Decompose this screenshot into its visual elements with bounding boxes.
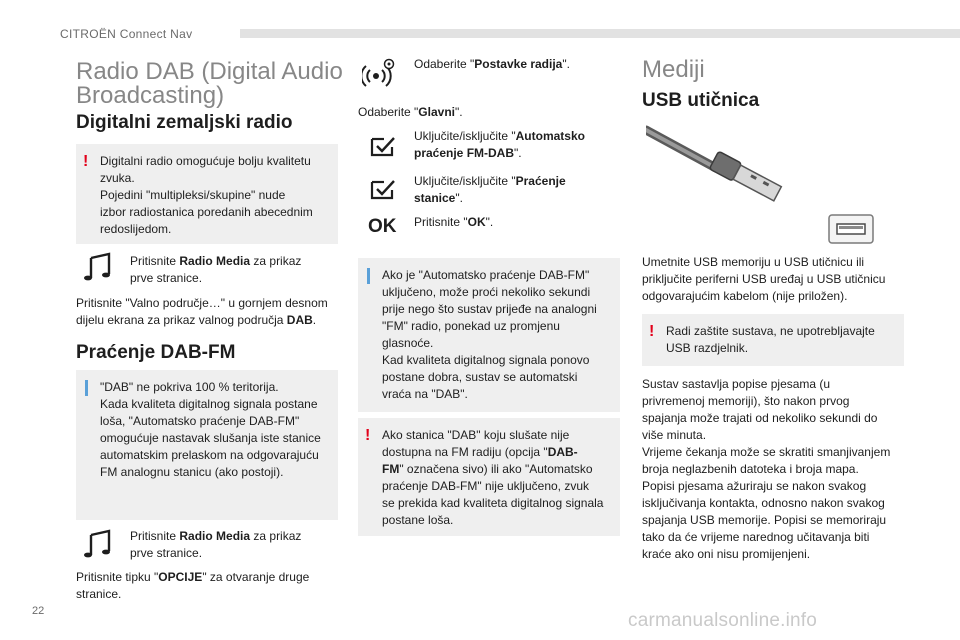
usb-cable-icon xyxy=(646,124,796,224)
step-line: Uključite/isključite "Automatsko xyxy=(414,129,585,143)
heading-dab-fm: Praćenje DAB-FM xyxy=(76,342,236,363)
para-line: Umetnite USB memoriju u USB utičnicu ili xyxy=(642,255,865,269)
warning-icon: ! xyxy=(649,323,655,340)
step-text xyxy=(130,528,330,562)
note-text xyxy=(666,323,894,357)
paragraph xyxy=(642,254,917,305)
para-line: Pritisnite "Valno područje…" u gornjem desnom xyxy=(76,296,328,310)
step-line: Pritisnite Radio Media za prikaz xyxy=(130,254,302,268)
para-line: kraće ako oni nisu promijenjeni. xyxy=(642,547,811,561)
para-line: Popisi pjesama ažuriraju se nakon svakog xyxy=(642,479,867,493)
note-line: Digitalni radio omogućuje bolju kvalitetu xyxy=(100,154,311,168)
warning-icon: ! xyxy=(365,427,371,444)
step-line: Odaberite "Postavke radija". xyxy=(414,57,570,71)
info-bar-icon xyxy=(367,268,370,284)
checkbox-icon xyxy=(370,176,396,202)
note-line: glasnoće. xyxy=(382,336,434,350)
note-line: FM analognu stanicu (ako postoji). xyxy=(100,465,284,479)
para-line: privremenoj memoriji), što nakon prvog xyxy=(642,394,850,408)
para-line: tako da će vrijeme narednog učitavanja biti xyxy=(642,530,870,544)
step-text xyxy=(414,214,620,231)
note-text xyxy=(382,267,610,403)
para-line: Sustav sastavlja popise pjesama (u xyxy=(642,377,831,391)
note-line: postane dobra, sustav se automatski xyxy=(382,370,578,384)
section-title xyxy=(76,60,346,108)
header-divider xyxy=(240,29,960,38)
heading-digital-radio: Digitalni zemaljski radio xyxy=(76,112,293,133)
note-line: "DAB" ne pokriva 100 % teritorija. xyxy=(100,380,279,394)
note-line: postane loša. xyxy=(382,513,454,527)
step-line: Pritisnite Radio Media za prikaz xyxy=(130,529,302,543)
step-text xyxy=(130,253,330,287)
section-title-line: Broadcasting) xyxy=(76,82,225,109)
para-line: broja neglazbenih datoteka i broja mapa. xyxy=(642,462,859,476)
note-line: vraća na "DAB". xyxy=(382,387,468,401)
step-text xyxy=(414,128,620,162)
usb-port-icon xyxy=(828,214,874,244)
note-line: USB razdjelnik. xyxy=(666,341,749,355)
warning-note xyxy=(358,418,620,536)
ok-icon: OK xyxy=(368,216,397,237)
note-line: redoslijedom. xyxy=(100,222,172,236)
step-text xyxy=(358,104,620,121)
note-line: loša, "Automatsko praćenje DAB-FM" xyxy=(100,414,300,428)
para-line: Vrijeme čekanja može se skratiti smanjivanjem xyxy=(642,445,891,459)
note-line: omogućuje nastavak slušanja iste stanice xyxy=(100,431,321,445)
watermark: carmanualsonline.info xyxy=(628,610,818,631)
music-note-icon xyxy=(84,252,114,282)
para-line: odgovarajućim kabelom (nije priložen). xyxy=(642,289,848,303)
note-text xyxy=(382,427,610,529)
paragraph xyxy=(76,569,346,603)
music-note-icon xyxy=(84,529,114,559)
page-header-title: CITROËN Connect Nav xyxy=(60,27,193,41)
note-text xyxy=(100,379,328,481)
note-line: "FM" radio, ponekad uz promjenu xyxy=(382,319,560,333)
note-line: automatskim prelaskom na odgovarajuću xyxy=(100,448,319,462)
step-text xyxy=(414,173,620,207)
note-line: zvuka. xyxy=(100,171,135,185)
checkbox-icon xyxy=(370,133,396,159)
note-line: izbor radiostanica poredanih abecednim xyxy=(100,205,313,219)
para-line: spajanja može trajati od nekoliko sekundi do xyxy=(642,411,878,425)
step-line: Odaberite "Glavni". xyxy=(358,105,463,119)
para-line: dijelu ekrana za prikaz valnog područja DAB. xyxy=(76,313,317,327)
note-line: Ako je "Automatsko praćenje DAB-FM" xyxy=(382,268,590,282)
para-line: priključite periferni USB uređaj u USB utičnicu xyxy=(642,272,886,286)
section-title: Mediji xyxy=(642,56,705,83)
paragraph xyxy=(642,376,920,563)
note-line: Radi zaštite sustava, ne upotrebljavajte xyxy=(666,324,875,338)
step-line: prve stranice. xyxy=(130,271,203,285)
step-line: stanice". xyxy=(414,191,463,205)
info-bar-icon xyxy=(85,380,88,396)
paragraph xyxy=(76,295,351,329)
note-line: uključeno, može proći nekoliko sekundi xyxy=(382,285,591,299)
step-line: prve stranice. xyxy=(130,546,203,560)
para-line: Pritisnite tipku "OPCIJE" za otvaranje druge xyxy=(76,570,310,584)
note-line: Kada kvaliteta digitalnog signala postane xyxy=(100,397,318,411)
heading-usb: USB utičnica xyxy=(642,90,760,111)
note-text xyxy=(100,153,328,238)
section-title-line: Radio DAB (Digital Audio xyxy=(76,58,343,85)
note-line: Pojedini "multipleksi/skupine" nude xyxy=(100,188,286,202)
note-line: dostupna na FM radiju (opcija "DAB- xyxy=(382,445,578,459)
para-line: više minuta. xyxy=(642,428,707,442)
note-line: FM" označena sivo) ili ako "Automatsko xyxy=(382,462,593,476)
info-note xyxy=(76,370,338,520)
warning-note xyxy=(642,314,904,366)
step-line: Pritisnite "OK". xyxy=(414,215,494,229)
warning-icon: ! xyxy=(83,153,89,170)
para-line: spajanja USB memorije. Popisi se memoriraju xyxy=(642,513,887,527)
note-line: prije nego što sustav prijeđe na analogni xyxy=(382,302,597,316)
page-number: 22 xyxy=(32,605,45,617)
warning-note xyxy=(76,144,338,244)
step-line: praćenje FM-DAB". xyxy=(414,146,522,160)
step-line: Uključite/isključite "Praćenje xyxy=(414,174,566,188)
para-line: stranice. xyxy=(76,587,122,601)
note-line: Kad kvaliteta digitalnog signala ponovo xyxy=(382,353,590,367)
note-line: praćenje DAB-FM" nije uključeno, zvuk xyxy=(382,479,590,493)
para-line: isključivanja kontakta, odnosno nakon svakog xyxy=(642,496,885,510)
step-text xyxy=(414,56,620,73)
radio-settings-icon xyxy=(362,56,396,90)
info-note xyxy=(358,258,620,412)
note-line: Ako stanica "DAB" koju slušate nije xyxy=(382,428,570,442)
note-line: se prekida kad kvaliteta digitalnog signala xyxy=(382,496,604,510)
